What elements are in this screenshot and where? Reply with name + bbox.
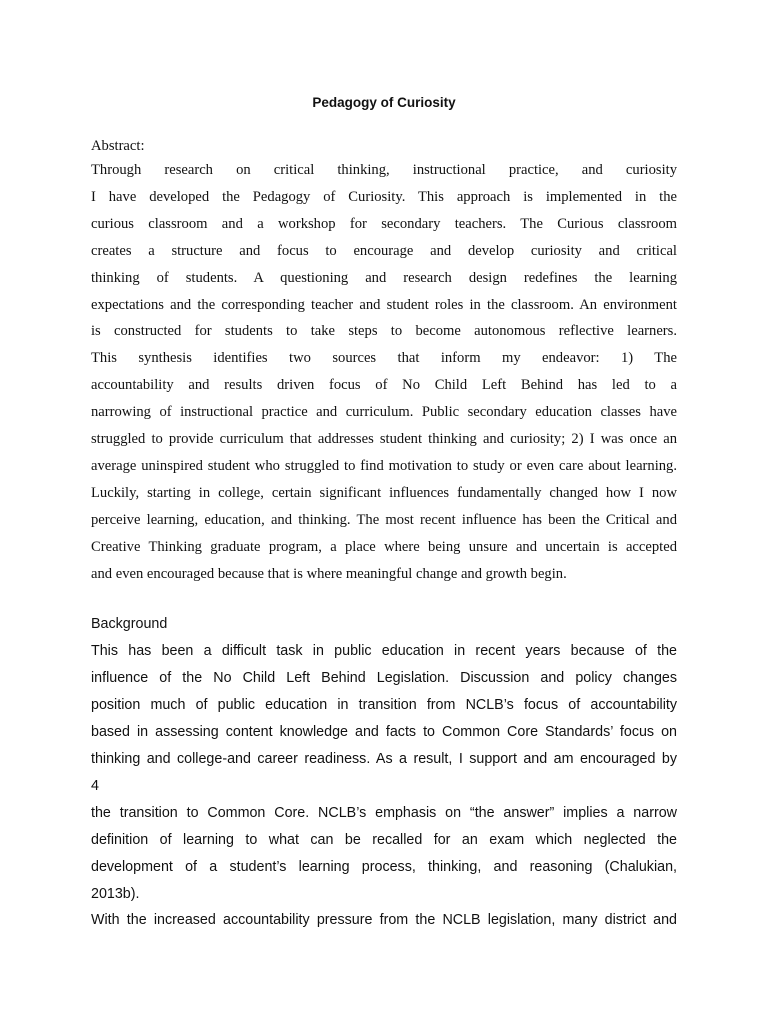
abstract-line: average uninspired student who struggled to find motivation to study or even care about learning. bbox=[91, 457, 677, 474]
abstract-line: Luckily, starting in college, certain significant influences fundamentally changed how I now bbox=[91, 484, 677, 501]
page-number: 4 bbox=[91, 778, 99, 794]
background-line: based in assessing content knowledge and facts to Common Core Standards’ focus on bbox=[91, 724, 677, 740]
continued-line: With the increased accountability pressure from the NCLB legislation, many district and bbox=[91, 912, 677, 928]
continued-line: definition of learning to what can be recalled for an exam which neglected the bbox=[91, 832, 677, 848]
abstract-line: creates a structure and focus to encourage and develop curiosity and critical bbox=[91, 242, 677, 259]
abstract-line: I have developed the Pedagogy of Curiosity. This approach is implemented in the bbox=[91, 188, 677, 205]
abstract-line: expectations and the corresponding teacher and student roles in the classroom. An environment bbox=[91, 296, 677, 313]
background-line: influence of the No Child Left Behind Legislation. Discussion and policy changes bbox=[91, 670, 677, 686]
background-line: This has been a difficult task in public education in recent years because of the bbox=[91, 643, 677, 659]
abstract-line: This synthesis identifies two sources that inform my endeavor: 1) The bbox=[91, 350, 677, 367]
abstract-line: narrowing of instructional practice and curriculum. Public secondary education classes have bbox=[91, 404, 677, 421]
abstract-line: thinking of students. A questioning and research design redefines the learning bbox=[91, 269, 677, 286]
abstract-line: perceive learning, education, and thinking. The most recent influence has been the Critical and bbox=[91, 511, 677, 528]
abstract-line: accountability and results driven focus of No Child Left Behind has led to a bbox=[91, 377, 677, 394]
continued-line: the transition to Common Core. NCLB’s emphasis on “the answer” implies a narrow bbox=[91, 805, 677, 821]
abstract-line: curious classroom and a workshop for secondary teachers. The Curious classroom bbox=[91, 215, 677, 232]
abstract-label: Abstract: bbox=[91, 138, 145, 154]
background-heading: Background bbox=[91, 616, 168, 632]
abstract-line: Creative Thinking graduate program, a place where being unsure and uncertain is accepted bbox=[91, 538, 677, 555]
continued-line: development of a student’s learning process, thinking, and reasoning (Chalukian, bbox=[91, 859, 677, 875]
abstract-line: and even encouraged because that is where meaningful change and growth begin. bbox=[91, 565, 567, 582]
abstract-line: is constructed for students to take steps to become autonomous reflective learners. bbox=[91, 323, 677, 340]
abstract-line: Through research on critical thinking, instructional practice, and curiosity bbox=[91, 162, 677, 178]
document-title: Pedagogy of Curiosity bbox=[312, 95, 456, 110]
continued-line: 2013b). bbox=[91, 886, 140, 902]
abstract-paragraph bbox=[91, 157, 677, 588]
abstract-line: struggled to provide curriculum that addresses student thinking and curiosity; 2) I was once an bbox=[91, 431, 677, 448]
background-line: thinking and college-and career readiness. As a result, I support and am encouraged by bbox=[91, 751, 677, 767]
background-line: position much of public education in transition from NCLB’s focus of accountability bbox=[91, 697, 677, 713]
